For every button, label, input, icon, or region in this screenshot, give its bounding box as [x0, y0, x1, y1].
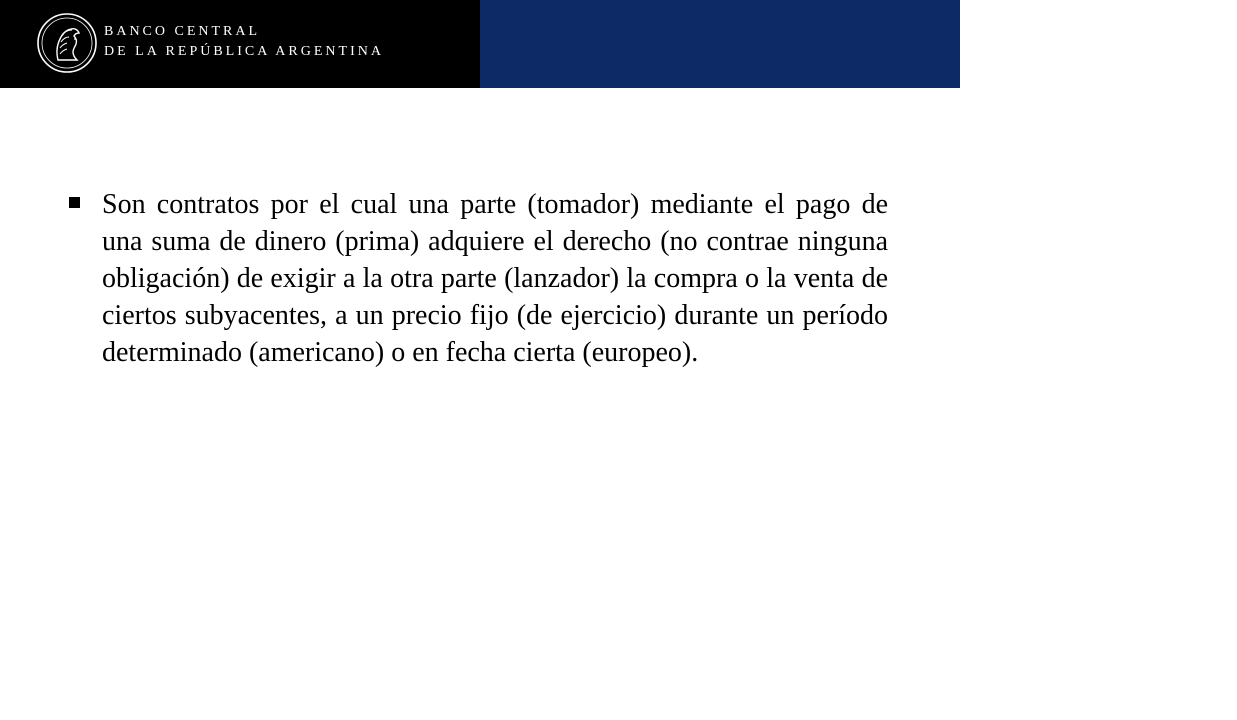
slide-content — [64, 186, 888, 371]
seal-icon — [36, 12, 98, 74]
header-title-panel — [480, 0, 1237, 88]
presentation-title — [977, 8, 1237, 58]
presentation-title-line1: Contabilización de Instrumentos — [977, 9, 1237, 31]
bullet-text: Son contratos por el cual una parte (tomador) mediante el pago de una suma de dinero (prima) adquiere el derecho (no contrae ninguna obligación) de exigir a la otra parte (lanzador) la compra o la venta de ciertos subyacentes, a un precio fijo (de ejercicio) durante un período determinado (americano) o en fecha cierta (europeo). — [102, 189, 888, 368]
presentation-title-line2: Financieros Derivados — [977, 34, 1158, 56]
organization-name-line2: DE LA REPÚBLICA ARGENTINA — [104, 44, 384, 59]
organization-name-line1: BANCO CENTRAL — [104, 24, 261, 39]
square-bullet-icon — [69, 197, 80, 208]
organization-name — [104, 22, 384, 62]
header-logo-panel — [0, 0, 480, 88]
bullet-item — [64, 186, 888, 371]
